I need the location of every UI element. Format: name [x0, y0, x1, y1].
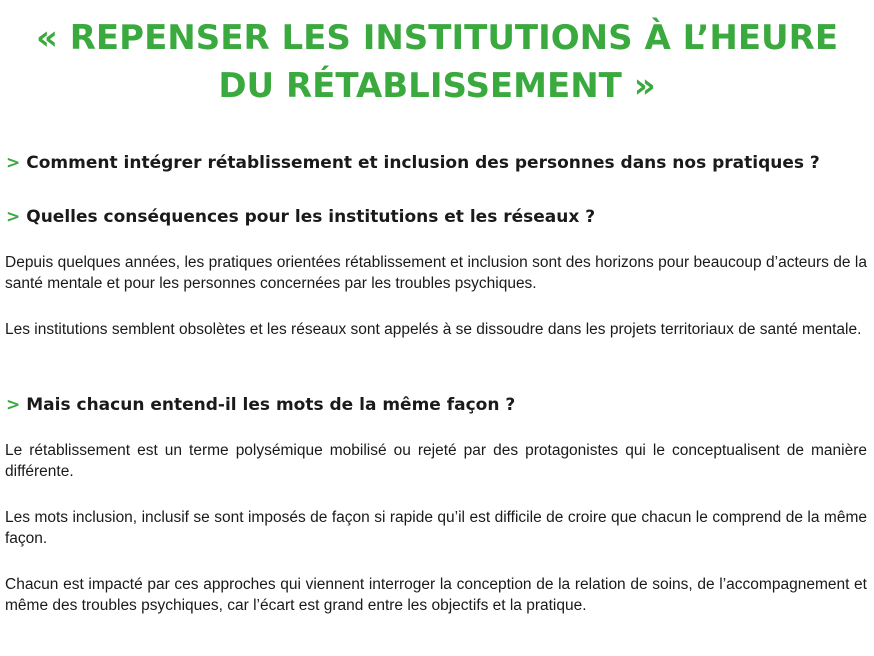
- question-heading-3: [6, 394, 515, 416]
- question-heading-1: [6, 152, 820, 174]
- page-title-line-2: DU RÉTABLISSEMENT »: [218, 66, 656, 106]
- paragraph-2: Les institutions semblent obsolètes et les réseaux sont appelés à se dissoudre dans les projets territoriaux de santé mentale.: [5, 321, 862, 338]
- question-text-1: Comment intégrer rétablissement et inclusion des personnes dans nos pratiques ?: [26, 153, 820, 173]
- question-heading-2: [6, 206, 595, 228]
- paragraph-4: Les mots inclusion, inclusif se sont imposés de façon si rapide qu’il est difficile de croire que chacun le comprend de la même façon.: [5, 509, 867, 547]
- paragraph-1: Depuis quelques années, les pratiques orientées rétablissement et inclusion sont des horizons pour beaucoup d’acteurs de la santé mentale et pour les personnes concernées par les troubles psychiques.: [5, 254, 867, 292]
- arrow-bullet-icon: >: [6, 395, 21, 415]
- paragraph-5: Chacun est impacté par ces approches qui viennent interroger la conception de la relation de soins, de l’accompagnement et même des troubles psychiques, car l’écart est grand entre les objectifs et la pratique.: [5, 576, 867, 614]
- paragraph-3: Le rétablissement est un terme polysémique mobilisé ou rejeté par des protagonistes qui le conceptualisent de manière différente.: [5, 442, 867, 480]
- arrow-bullet-icon: >: [6, 153, 21, 173]
- question-text-2: Quelles conséquences pour les institutions et les réseaux ?: [26, 207, 596, 227]
- arrow-bullet-icon: >: [6, 207, 21, 227]
- question-text-3: Mais chacun entend-il les mots de la même façon ?: [26, 395, 516, 415]
- page-title-line-1: « REPENSER LES INSTITUTIONS À L’HEURE: [35, 18, 839, 58]
